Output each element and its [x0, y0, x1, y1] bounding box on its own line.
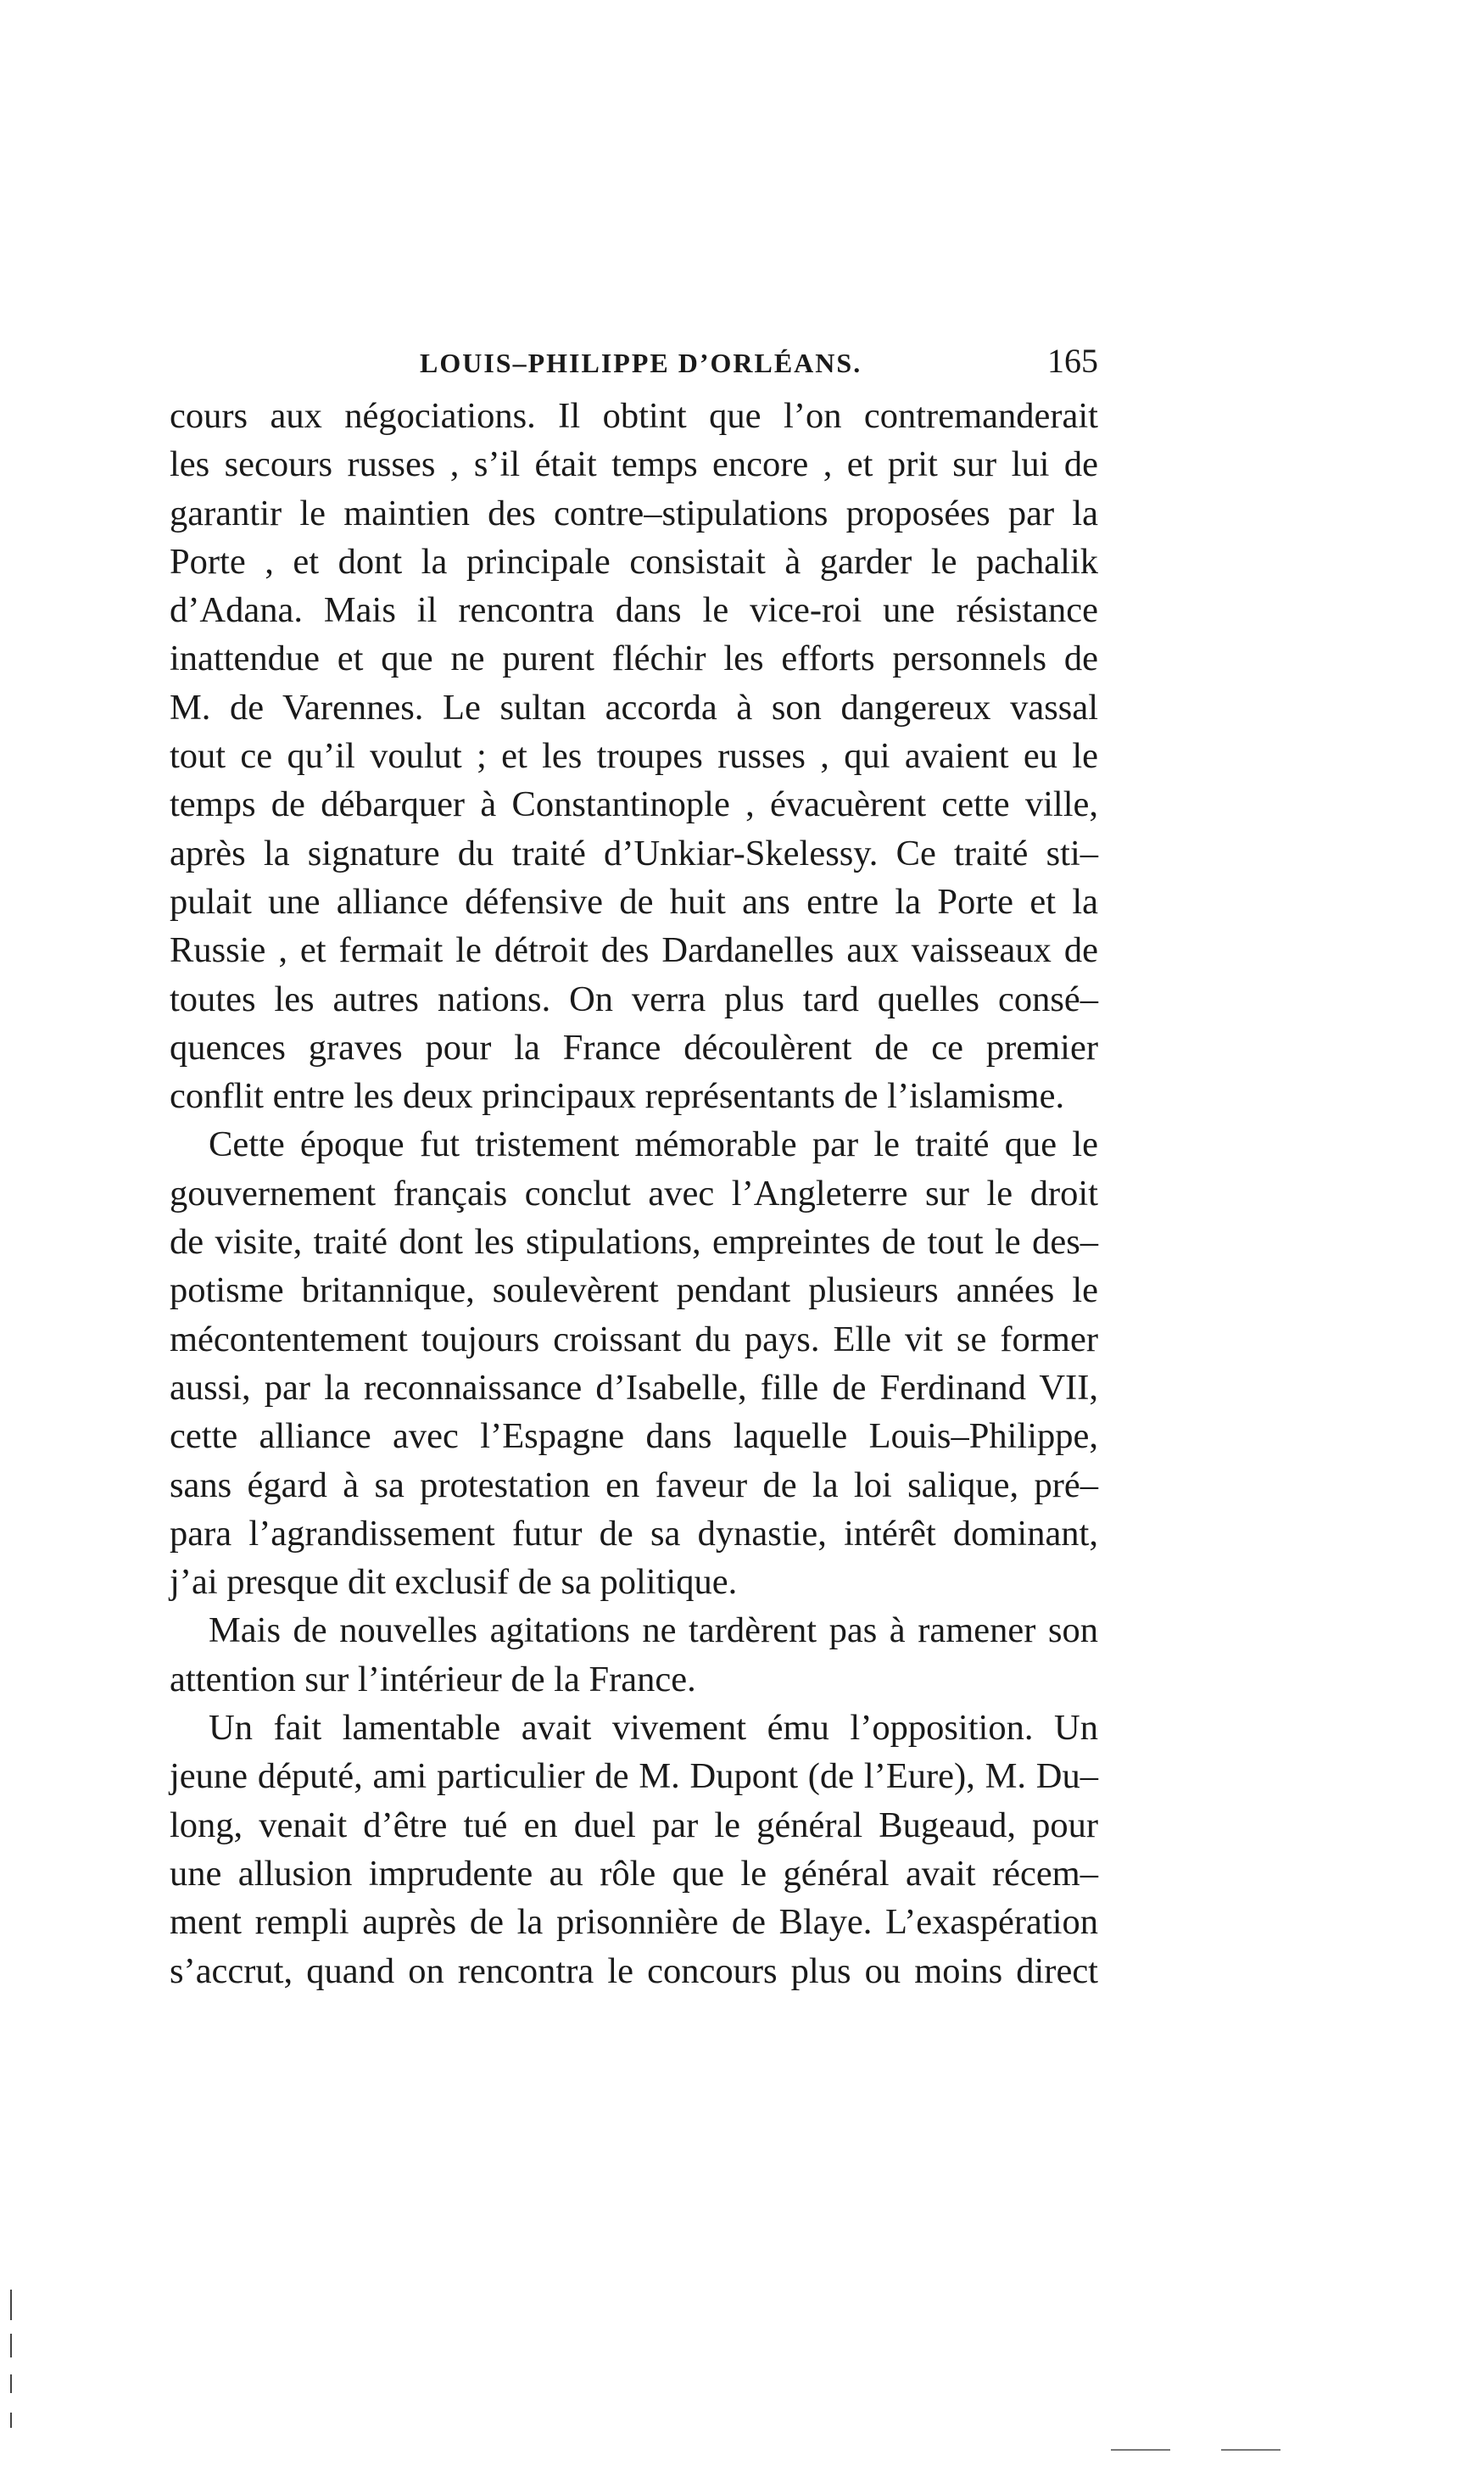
scan-margin-mark: [10, 2374, 12, 2393]
text-line: tout ce qu’il voulut ; et les troupes russes , qui avaient eu le: [170, 736, 1098, 777]
page-number: 165: [1047, 342, 1098, 380]
text-line: Porte , et dont la principale consistait à garder le pachalik: [170, 541, 1098, 582]
text-line: d’Adana. Mais il rencontra dans le vice-roi une résistance: [170, 590, 1098, 631]
text-line: long, venait d’être tué en duel par le général Bugeaud, pour: [170, 1805, 1098, 1845]
text-line: aussi, par la reconnaissance d’Isabelle, fille de Ferdinand VII,: [170, 1367, 1098, 1408]
text-line: M. de Varennes. Le sultan accorda à son dangereux vassal: [170, 687, 1098, 728]
page-header: [170, 341, 1098, 383]
body-text: [170, 392, 1098, 1995]
text-line: attention sur l’intérieur de la France.: [170, 1659, 696, 1699]
text-line: les secours russes , s’il était temps encore , et prit sur lui de: [170, 444, 1098, 485]
scan-margin-mark: [10, 2413, 12, 2428]
text-line: mécontentement toujours croissant du pays. Elle vit se former: [170, 1319, 1098, 1359]
text-line: pulait une alliance défensive de huit ans entre la Porte et la: [170, 881, 1098, 922]
text-line: j’ai presque dit exclusif de sa politique.: [170, 1562, 738, 1603]
text-line: sans égard à sa protestation en faveur de la loi salique, pré–: [170, 1465, 1098, 1505]
scan-margin-mark: [10, 2290, 12, 2320]
text-line: garantir le maintien des contre–stipulations proposées par la: [170, 493, 1098, 533]
running-title: LOUIS–PHILIPPE D’ORLÉANS.: [420, 348, 862, 378]
text-line: ment rempli auprès de la prisonnière de Blaye. L’exaspération: [170, 1902, 1098, 1943]
text-line: une allusion imprudente au rôle que le général avait récem–: [170, 1853, 1098, 1894]
scan-margin-mark: [10, 2334, 12, 2357]
scan-footer-rule: [1111, 2449, 1170, 2451]
scan-footer-rule: [1221, 2449, 1280, 2451]
text-line: cours aux négociations. Il obtint que l’on contremanderait: [170, 396, 1098, 436]
text-line: para l’agrandissement futur de sa dynastie, intérêt dominant,: [170, 1513, 1098, 1554]
text-line: s’accrut, quand on rencontra le concours plus ou moins direct: [170, 1950, 1098, 1991]
text-line: quences graves pour la France découlèrent de ce premier: [170, 1027, 1098, 1068]
text-line: cette alliance avec l’Espagne dans laquelle Louis–Philippe,: [170, 1416, 1098, 1457]
paragraph-start-line: Cette époque fut tristement mémorable par le traité que le: [209, 1124, 1098, 1165]
paragraph-start-line: Mais de nouvelles agitations ne tardèrent pas à ramener son: [209, 1610, 1098, 1651]
paragraph-start-line: Un fait lamentable avait vivement ému l’opposition. Un: [209, 1708, 1098, 1749]
text-line: jeune député, ami particulier de M. Dupont (de l’Eure), M. Du–: [170, 1756, 1098, 1797]
text-line: potisme britannique, soulevèrent pendant plusieurs années le: [170, 1270, 1098, 1311]
text-line: toutes les autres nations. On verra plus tard quelles consé–: [170, 979, 1098, 1019]
text-line: Russie , et fermait le détroit des Dardanelles aux vaisseaux de: [170, 930, 1098, 971]
text-line: gouvernement français conclut avec l’Angleterre sur le droit: [170, 1173, 1098, 1213]
text-line: de visite, traité dont les stipulations, empreintes de tout le des–: [170, 1222, 1098, 1263]
text-line: après la signature du traité d’Unkiar-Skelessy. Ce traité sti–: [170, 833, 1098, 873]
text-line: conflit entre les deux principaux représentants de l’islamisme.: [170, 1076, 1065, 1117]
text-line: inattendue et que ne purent fléchir les efforts personnels de: [170, 639, 1098, 679]
text-line: temps de débarquer à Constantinople , évacuèrent cette ville,: [170, 784, 1098, 825]
